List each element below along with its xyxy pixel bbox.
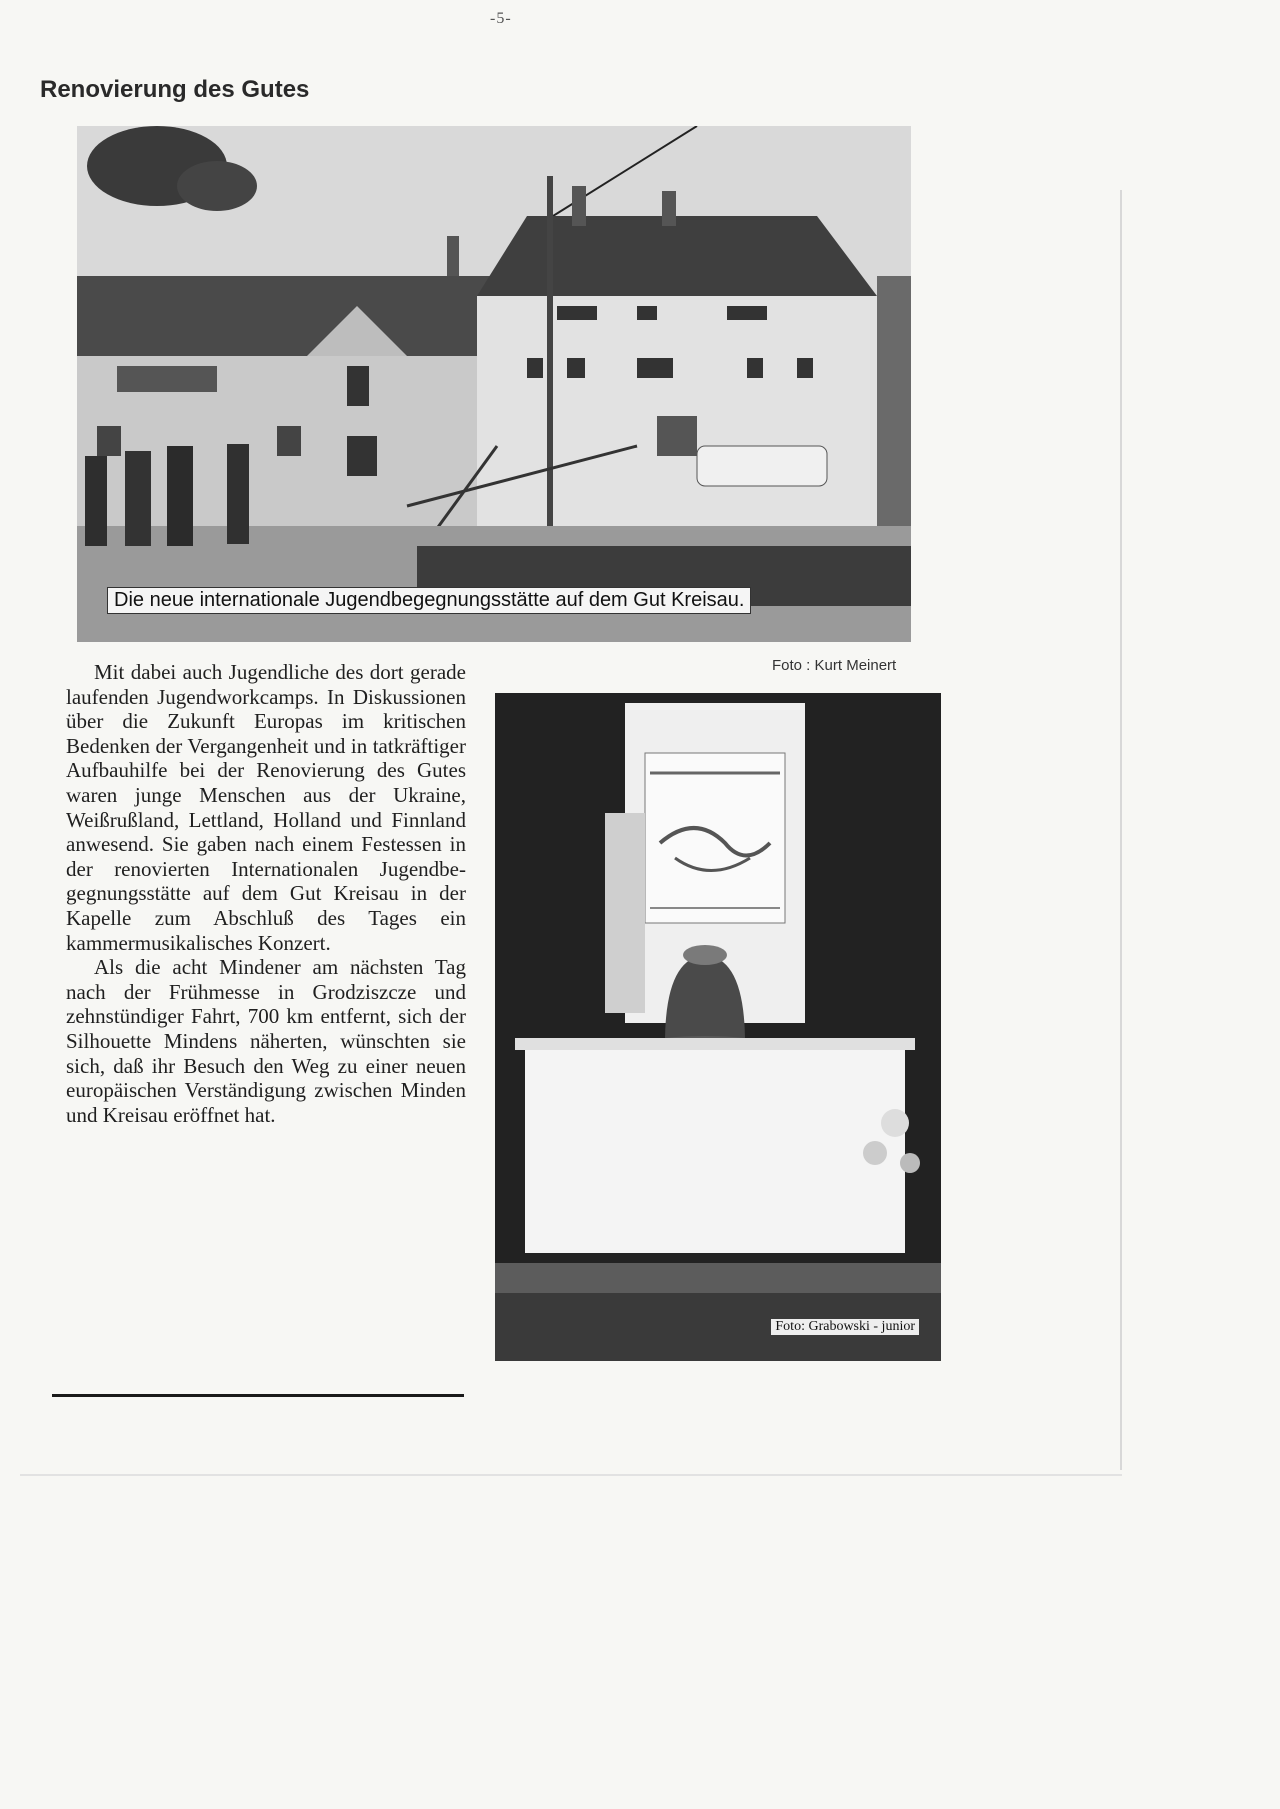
photo-building xyxy=(77,126,911,642)
photo-bell-altar xyxy=(495,693,941,1361)
photo-caption: Die neue internationale Jugendbegegnungsstätte auf dem Gut Kreisau. xyxy=(107,587,751,614)
page-edge-right xyxy=(1120,190,1122,1470)
bell-altar-photo-illustration xyxy=(495,693,941,1361)
page-edge-bottom xyxy=(20,1474,1122,1476)
paragraph-1: Mit dabei auch Jugendliche des dort gerade laufenden Jugendworkcamps. In Diskussionen über die Zukunft Europas im kritischen Bedenken der Vergangenheit und in tatkräftiger Aufbauhilfe bei der Renovierung des Gutes waren junge Menschen aus der Ukraine, Weißrußland, Lettland, Holland und Finnland anwesend. Sie gaben nach einem Festessen in der renovierten Internationalen Jugendbegegnungsstätte auf dem Gut Kreisau in der Kapelle zum Abschluß des Tages ein kammermusikalisches Konzert. xyxy=(66,660,466,955)
article-title: Renovierung des Gutes xyxy=(40,76,310,103)
photo-credit-bottom: Foto: Grabowski - junior xyxy=(771,1319,919,1335)
paragraph-2: Als die acht Mindener am nächsten Tag nach der Frühmesse in Grodziszcze und zehnstündiger Fahrt, 700 km entfernt, sich der Silhouette Mindens näherten, wünschten sie sich, daß ihr Besuch den Weg zu einer neuen europäischen Verständigung zwischen Minden und Kreisau eröffnet hat. xyxy=(66,955,466,1127)
building-photo-illustration xyxy=(77,126,911,642)
photo-credit-top: Foto : Kurt Meinert xyxy=(772,657,897,674)
end-rule xyxy=(52,1394,464,1397)
page-number: -5- xyxy=(490,10,512,27)
article-body xyxy=(66,660,466,1127)
